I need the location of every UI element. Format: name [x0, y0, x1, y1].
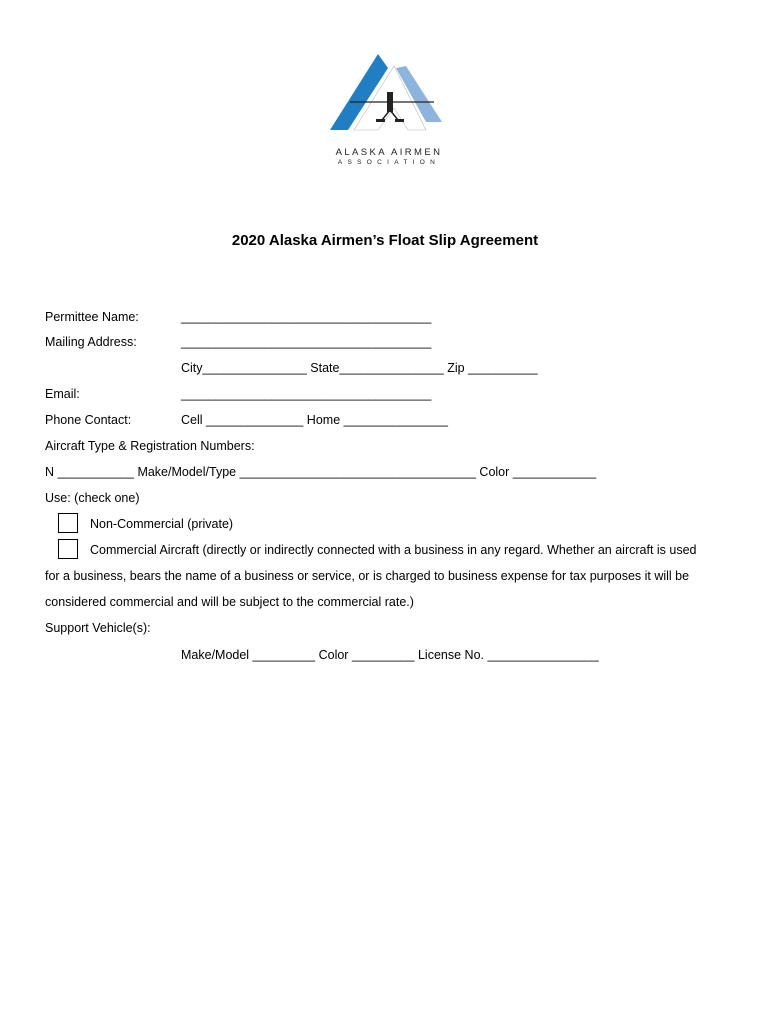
page-title: 2020 Alaska Airmen’s Float Slip Agreement	[231, 232, 539, 249]
phone-contact-label: Phone Contact:	[45, 413, 132, 427]
mailing-address-field[interactable]: ____________________________________	[181, 335, 432, 349]
commercial-checkbox[interactable]	[58, 539, 78, 559]
logo-name-line1: ALASKA AIRMEN	[335, 147, 443, 158]
permittee-name-label: Permittee Name:	[45, 310, 139, 324]
email-field[interactable]: ____________________________________	[181, 387, 432, 401]
email-label: Email:	[45, 387, 80, 401]
city-state-zip-field[interactable]: City_______________ State_______________ Zip __________	[181, 361, 538, 375]
aircraft-label: Aircraft Type & Registration Numbers:	[45, 439, 255, 453]
aircraft-field[interactable]: N ___________ Make/Model/Type __________________________________ Color ____________	[45, 465, 597, 479]
noncommercial-label: Non-Commercial (private)	[90, 517, 234, 531]
commercial-text-line3: considered commercial and will be subject to the commercial rate.)	[45, 595, 414, 609]
logo-name-line2: ASSOCIATION	[337, 159, 441, 166]
support-vehicle-label: Support Vehicle(s):	[45, 621, 151, 635]
support-vehicle-field[interactable]: Make/Model _________ Color _________ License No. ________________	[181, 648, 599, 662]
use-label: Use: (check one)	[45, 491, 140, 505]
permittee-name-field[interactable]: ____________________________________	[181, 310, 432, 324]
commercial-label: Commercial Aircraft (directly or indirectly connected with a business in any regard. Whether an aircraft is used	[90, 543, 697, 557]
mailing-address-label: Mailing Address:	[45, 335, 137, 349]
commercial-text-line2: for a business, bears the name of a business or service, or is charged to business expense for tax purposes it will be	[45, 569, 690, 583]
noncommercial-checkbox[interactable]	[58, 513, 78, 533]
phone-field[interactable]: Cell ______________ Home _______________	[181, 413, 448, 427]
